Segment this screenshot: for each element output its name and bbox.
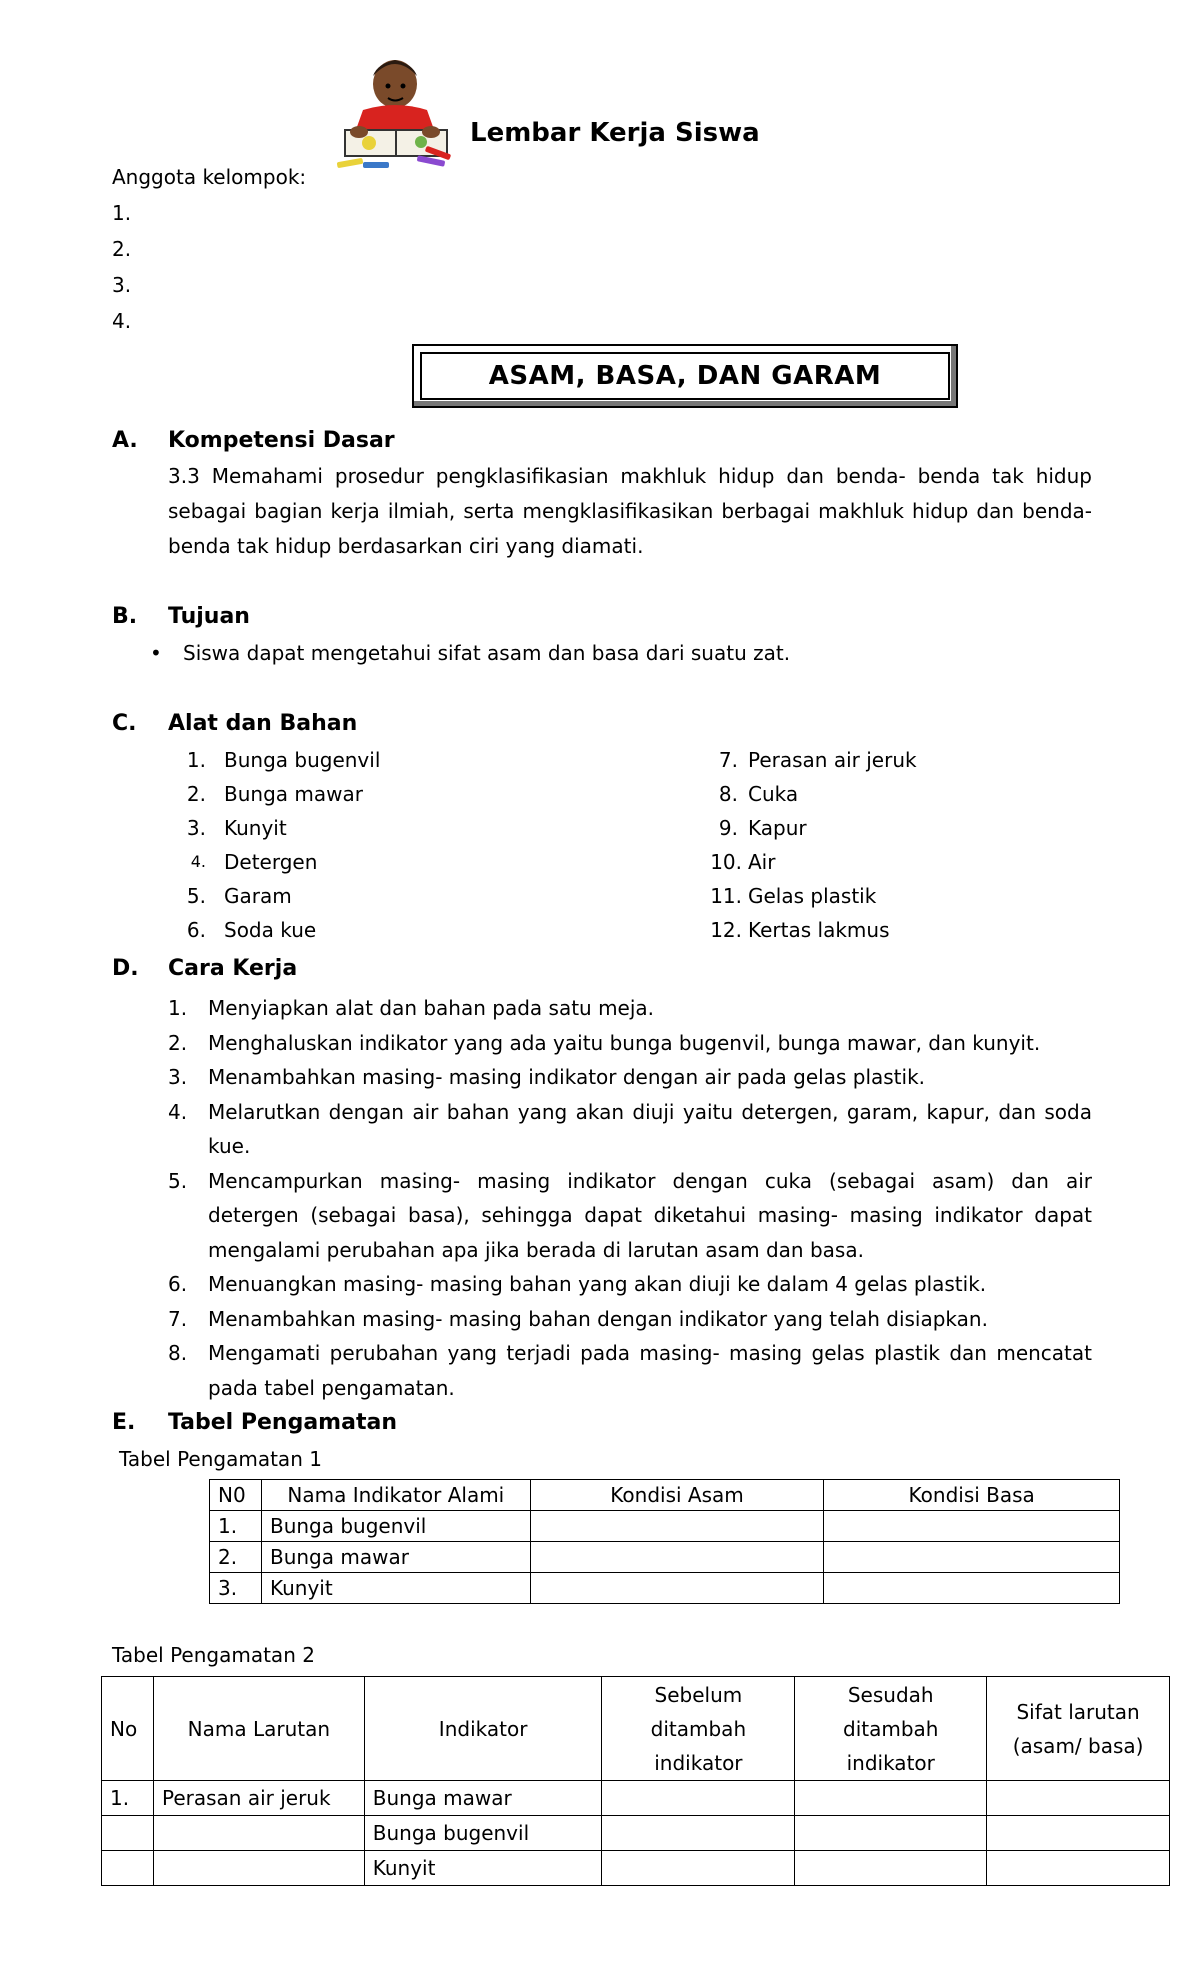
tool-num: 2.	[186, 782, 206, 806]
tool-item: Soda kue	[224, 918, 317, 942]
table-row	[210, 1573, 1120, 1604]
table-cell: Bunga mawar	[364, 1781, 602, 1816]
tool-item: Cuka	[748, 782, 799, 806]
header-line: (asam/ basa)	[1012, 1733, 1144, 1758]
table-cell	[530, 1542, 824, 1573]
table-header-row	[210, 1480, 1120, 1511]
table-cell	[824, 1573, 1120, 1604]
list-item	[168, 1060, 1092, 1095]
section-d-letter: D.	[112, 956, 139, 981]
table-row	[102, 1816, 1170, 1851]
table2-caption: Tabel Pengamatan 2	[112, 1643, 315, 1667]
tool-item: Air	[748, 850, 776, 874]
table-cell	[530, 1511, 824, 1542]
step-number: 4.	[168, 1099, 188, 1124]
member-slot-4: 4.	[112, 309, 132, 333]
table-cell: Bunga mawar	[261, 1542, 530, 1573]
table-row	[210, 1511, 1120, 1542]
table-cell: 3.	[210, 1573, 262, 1604]
table-header: Nama Larutan	[153, 1677, 364, 1781]
step-text: Menghaluskan indikator yang ada yaitu bunga bugenvil, bunga mawar, dan kunyit.	[208, 1030, 1041, 1055]
table-header: Kondisi Basa	[824, 1480, 1120, 1511]
table-cell	[795, 1851, 987, 1886]
list-item	[168, 991, 1092, 1026]
table-cell	[824, 1542, 1120, 1573]
step-text: Mengamati perubahan yang terjadi pada masing- masing gelas plastik dan mencatat pada tabel pengamatan.	[208, 1341, 1092, 1400]
member-slot-1: 1.	[112, 201, 132, 225]
step-number: 3.	[168, 1065, 188, 1089]
table-cell	[795, 1816, 987, 1851]
tool-num: 5.	[186, 884, 206, 908]
table-cell: Perasan air jeruk	[153, 1781, 364, 1816]
table-header: Indikator	[364, 1677, 602, 1781]
competency-text: 3.3 Memahami prosedur pengklasifikasian makhluk hidup dan benda- benda tak hidup sebagai bagian kerja ilmiah, serta mengklasifikasikan berbagai makhluk hidup dan benda- benda tak hidup berdasarkan ciri yang diamati.	[168, 464, 1092, 558]
table-cell: 1.	[102, 1781, 154, 1816]
table-cell	[824, 1511, 1120, 1542]
step-text: Mencampurkan masing- masing indikator dengan cuka (sebagai asam) dan air detergen (sebagai basa), sehingga dapat diketahui masing- masing indikator dapat mengalami perubahan apa jika berada di larutan asam dan basa.	[208, 1168, 1092, 1262]
tool-item: Bunga bugenvil	[224, 748, 381, 772]
member-slot-2: 2.	[112, 237, 132, 261]
header-line: indikator	[846, 1750, 935, 1775]
section-b-letter: B.	[112, 604, 138, 629]
header-line: ditambah	[650, 1716, 747, 1741]
tool-num: 1.	[186, 748, 206, 772]
tool-num: 6.	[186, 918, 206, 942]
section-a-letter: A.	[112, 428, 138, 453]
step-number: 2.	[168, 1030, 188, 1055]
table-row	[210, 1542, 1120, 1573]
table-cell: Bunga bugenvil	[261, 1511, 530, 1542]
section-c-letter: C.	[112, 711, 137, 736]
step-text: Menuangkan masing- masing bahan yang akan diuji ke dalam 4 gelas plastik.	[208, 1272, 987, 1296]
tool-num: 7.	[718, 748, 738, 772]
child-coloring-book-icon	[333, 46, 458, 174]
table-cell	[987, 1816, 1170, 1851]
list-item	[168, 1164, 1092, 1268]
tool-num: 12.	[710, 918, 742, 942]
list-item	[168, 1302, 1092, 1337]
list-item	[168, 1095, 1092, 1164]
topic-title: ASAM, BASA, DAN GARAM	[420, 352, 950, 400]
tool-num: 11.	[710, 884, 742, 908]
table-row	[102, 1781, 1170, 1816]
header-line: Sesudah	[847, 1682, 934, 1707]
tool-item: Detergen	[224, 850, 318, 874]
table-header-row	[102, 1677, 1170, 1781]
header-line: Sebelum	[654, 1682, 743, 1707]
table-header: No	[102, 1677, 154, 1781]
table-header: Nama Indikator Alami	[261, 1480, 530, 1511]
table-cell	[602, 1816, 795, 1851]
step-text: Menambahkan masing- masing bahan dengan indikator yang telah disiapkan.	[208, 1306, 988, 1331]
observation-table-1	[209, 1479, 1120, 1604]
table-cell: 1.	[210, 1511, 262, 1542]
table-cell	[795, 1781, 987, 1816]
table-cell	[102, 1816, 154, 1851]
step-number: 6.	[168, 1272, 188, 1296]
objective-item: Siswa dapat mengetahui sifat asam dan basa dari suatu zat.	[183, 641, 791, 665]
tool-num: 8.	[718, 782, 738, 806]
procedure-list	[168, 991, 1092, 1405]
header-line: indikator	[654, 1750, 743, 1775]
tool-item: Bunga mawar	[224, 782, 363, 806]
tool-num: 9.	[718, 816, 738, 840]
tool-item: Gelas plastik	[748, 884, 877, 908]
section-e-letter: E.	[112, 1410, 136, 1435]
table-row	[102, 1851, 1170, 1886]
group-members-label: Anggota kelompok:	[112, 165, 307, 189]
step-number: 7.	[168, 1306, 188, 1331]
step-number: 5.	[168, 1168, 188, 1193]
list-item	[168, 1267, 1092, 1302]
tool-item: Garam	[224, 884, 292, 908]
list-item	[168, 1336, 1092, 1405]
table-cell	[530, 1573, 824, 1604]
table-header	[602, 1677, 795, 1781]
table-header: N0	[210, 1480, 262, 1511]
section-b-title: Tujuan	[168, 604, 250, 629]
member-slot-3: 3.	[112, 273, 132, 297]
step-number: 1.	[168, 996, 188, 1020]
observation-table-2	[101, 1676, 1170, 1886]
tool-item: Perasan air jeruk	[748, 748, 917, 772]
section-e-title: Tabel Pengamatan	[168, 1410, 397, 1435]
tool-num: 3.	[186, 816, 206, 840]
header-line: Sifat larutan	[1016, 1699, 1140, 1724]
table-cell: 2.	[210, 1542, 262, 1573]
table-cell	[153, 1851, 364, 1886]
step-text: Menambahkan masing- masing indikator dengan air pada gelas plastik.	[208, 1065, 926, 1089]
table-cell: Kunyit	[364, 1851, 602, 1886]
worksheet-title: Lembar Kerja Siswa	[470, 118, 760, 148]
table-header	[987, 1677, 1170, 1781]
step-text: Melarutkan dengan air bahan yang akan diuji yaitu detergen, garam, kapur, dan soda kue.	[208, 1099, 1092, 1158]
tool-item: Kertas lakmus	[748, 918, 890, 942]
bullet-icon: •	[150, 641, 162, 665]
table-cell: Bunga bugenvil	[364, 1816, 602, 1851]
table-cell	[602, 1851, 795, 1886]
section-a-title: Kompetensi Dasar	[168, 428, 395, 453]
table1-caption: Tabel Pengamatan 1	[119, 1447, 322, 1471]
table-header	[795, 1677, 987, 1781]
table-cell: Kunyit	[261, 1573, 530, 1604]
header-line: ditambah	[843, 1716, 939, 1741]
tool-item: Kunyit	[224, 816, 287, 840]
table-cell	[602, 1781, 795, 1816]
table-cell	[987, 1781, 1170, 1816]
section-c-title: Alat dan Bahan	[168, 711, 358, 736]
list-item	[168, 1026, 1092, 1061]
table-header: Kondisi Asam	[530, 1480, 824, 1511]
table-cell	[987, 1851, 1170, 1886]
table-cell	[153, 1816, 364, 1851]
step-number: 8.	[168, 1341, 188, 1365]
table-cell	[102, 1851, 154, 1886]
step-text: Menyiapkan alat dan bahan pada satu meja.	[208, 996, 655, 1020]
tool-item: Kapur	[748, 816, 807, 840]
tool-num: 10.	[710, 850, 742, 874]
section-d-title: Cara Kerja	[168, 956, 298, 981]
topic-title-box	[412, 344, 958, 408]
tool-num: 4.	[190, 852, 206, 871]
